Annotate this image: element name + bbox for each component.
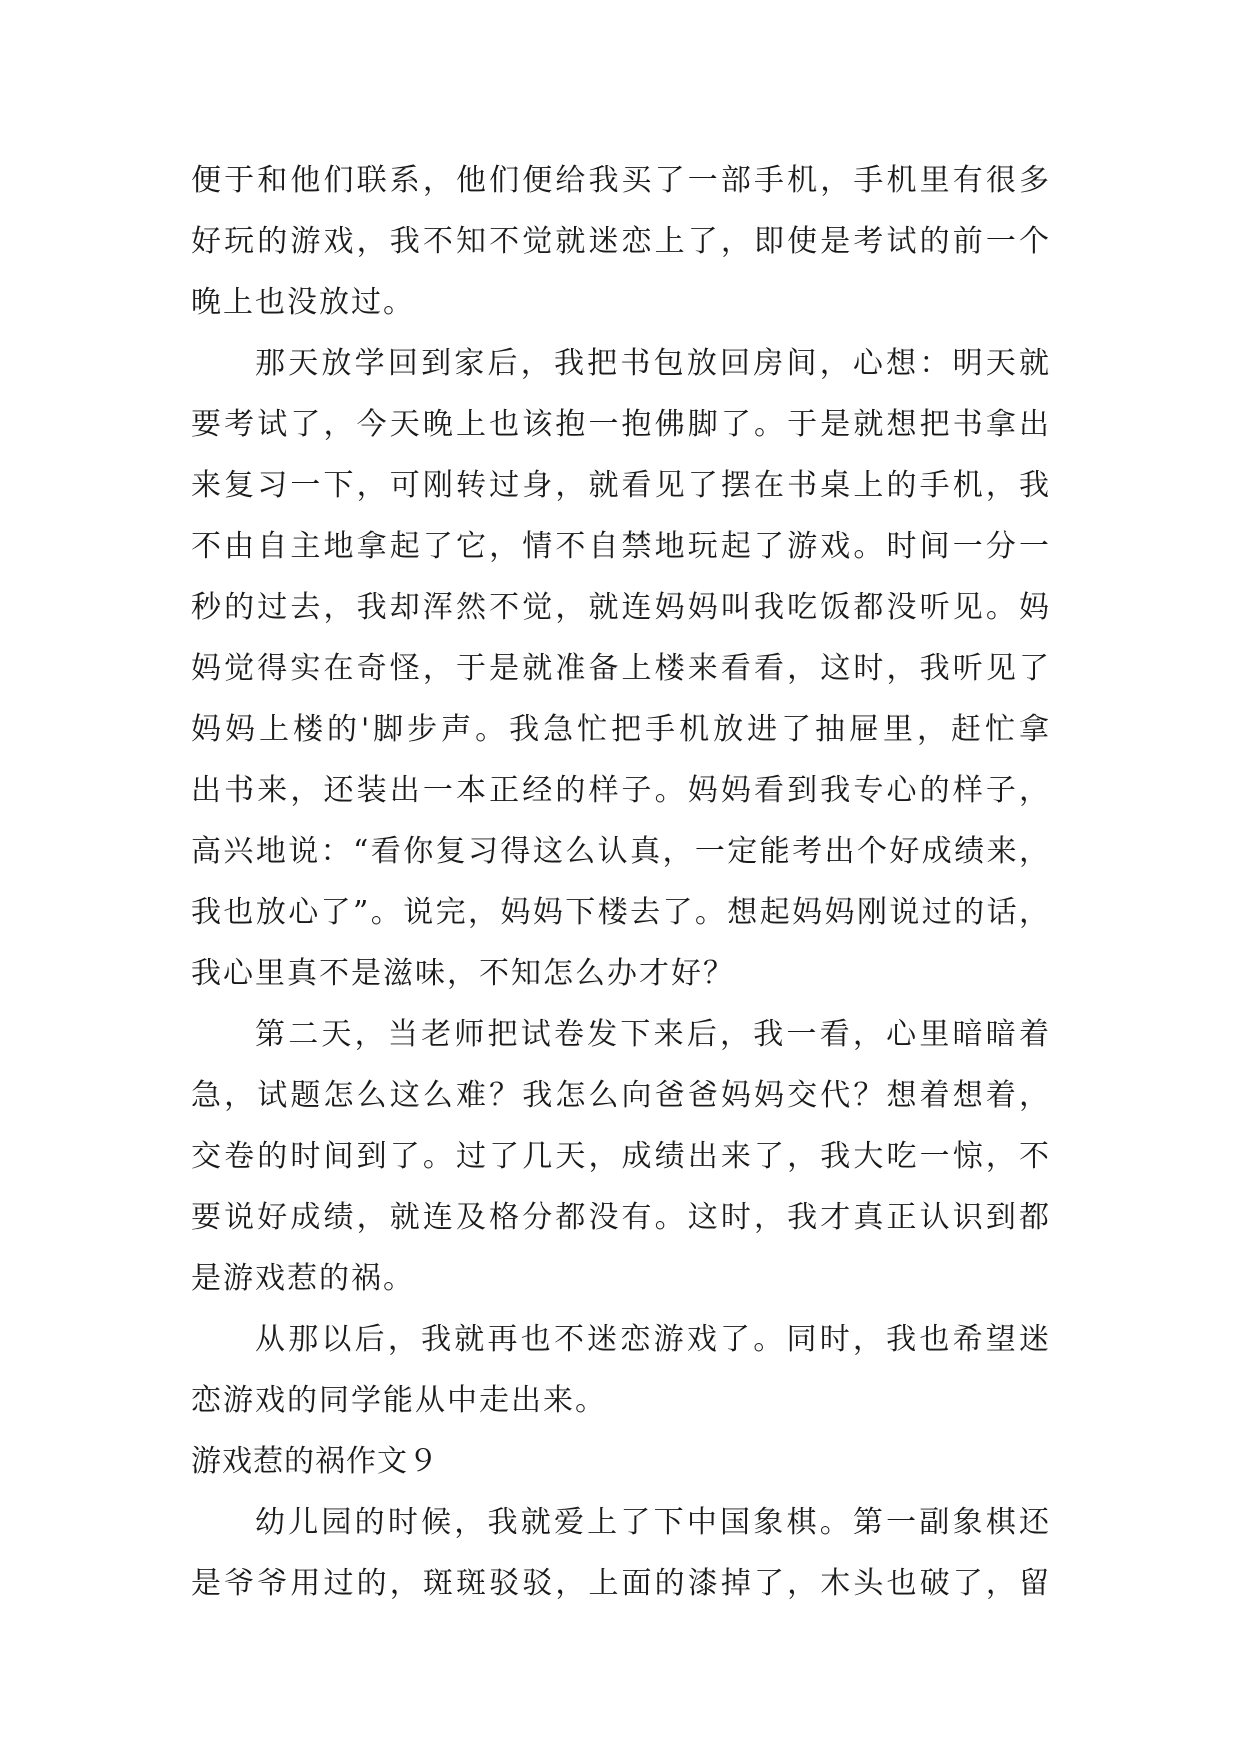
paragraph [191, 333, 1051, 1004]
text-line: 幼儿园的时候，我就爱上了下中国象棋。第一副象棋还 [255, 1505, 1051, 1540]
text-line: 我也放心了”。说完，妈妈下楼去了。想起妈妈刚说过的话， [191, 895, 1051, 930]
section-heading: 游戏惹的祸作文９ [191, 1444, 439, 1479]
paragraph [191, 1004, 1051, 1309]
text-line: 从那以后，我就再也不迷恋游戏了。同时，我也希望迷 [255, 1322, 1051, 1357]
text-line: 便于和他们联系，他们便给我买了一部手机，手机里有很多 [191, 163, 1051, 198]
text-line: 急，试题怎么这么难？我怎么向爸爸妈妈交代？想着想着， [191, 1078, 1051, 1113]
text-line: 要考试了，今天晚上也该抱一抱佛脚了。于是就想把书拿出 [191, 407, 1051, 442]
text-line: 要说好成绩，就连及格分都没有。这时，我才真正认识到都 [191, 1200, 1051, 1235]
text-line: 我心里真不是滋味，不知怎么办才好？ [191, 956, 735, 991]
text-line: 那天放学回到家后，我把书包放回房间，心想：明天就 [255, 346, 1051, 381]
text-line: 晚上也没放过。 [191, 285, 415, 320]
paragraph [191, 1492, 1051, 1614]
text-line: 是游戏惹的祸。 [191, 1261, 415, 1296]
text-line: 恋游戏的同学能从中走出来。 [191, 1383, 607, 1418]
text-line: 不由自主地拿起了它，情不自禁地玩起了游戏。时间一分一 [191, 529, 1051, 564]
text-line: 来复习一下，可刚转过身，就看见了摆在书桌上的手机，我 [191, 468, 1051, 503]
text-line: 妈妈上楼的'脚步声。我急忙把手机放进了抽屉里，赶忙拿 [191, 712, 1051, 747]
text-line: 妈觉得实在奇怪，于是就准备上楼来看看，这时，我听见了 [191, 651, 1051, 686]
text-line: 高兴地说：“看你复习得这么认真，一定能考出个好成绩来， [191, 834, 1051, 869]
paragraph [191, 150, 1051, 333]
paragraph [191, 1309, 1051, 1431]
text-line: 出书来，还装出一本正经的样子。妈妈看到我专心的样子， [191, 773, 1051, 808]
text-line: 秒的过去，我却浑然不觉，就连妈妈叫我吃饭都没听见。妈 [191, 590, 1051, 625]
text-line: 是爷爷用过的，斑斑驳驳，上面的漆掉了，木头也破了，留 [191, 1566, 1051, 1601]
text-line: 好玩的游戏，我不知不觉就迷恋上了，即使是考试的前一个 [191, 224, 1051, 259]
text-line: 第二天，当老师把试卷发下来后，我一看，心里暗暗着 [255, 1017, 1051, 1052]
document-page [191, 150, 1051, 1614]
text-line: 交卷的时间到了。过了几天，成绩出来了，我大吃一惊，不 [191, 1139, 1051, 1174]
